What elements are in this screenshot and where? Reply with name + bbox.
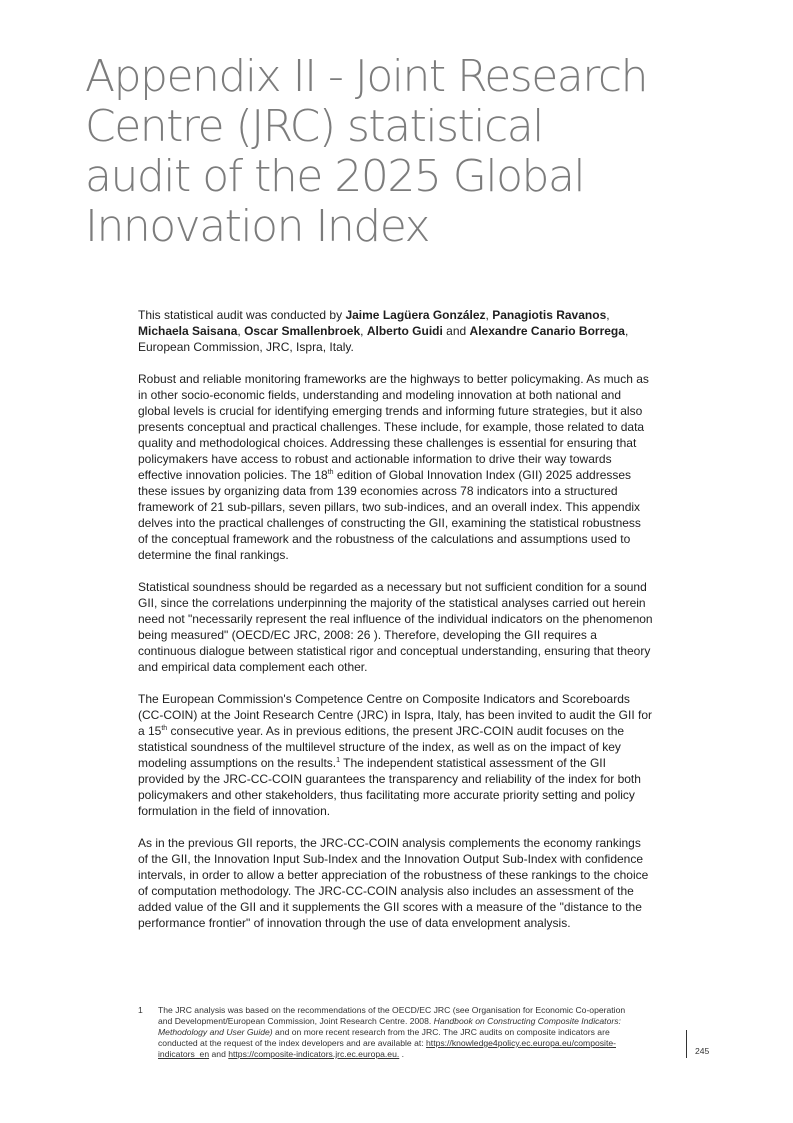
footnote-text [158, 1005, 638, 1060]
page-title [85, 52, 705, 252]
paragraph-text: Robust and reliable monitoring frameworks are the highways to better policymaking. As much as in other socio-economic fields, understanding and modeling innovation at both national and global levels is crucial for identifying emerging trends and informing future strategies, but it also presents conceptual and practical challenges. These include, for example, those related to data quality and methodological choices. Addressing these challenges is essential for ensuring that policymakers have access to robust and actionable information to drive their way towards effective innovation policies. The 18 [138, 372, 649, 482]
paragraph-text: The European Commission's Competence Centre on Composite Indicators and Scoreboards (CC-COIN) at the Joint Research Centre (JRC) in Ispra, Italy, has been invited to audit the GII for a 15 [138, 692, 652, 738]
separator: , [360, 324, 364, 338]
author-name: Jaime Lagüera González [345, 308, 486, 322]
paragraph-text: The independent statistical assessment of the GII provided by the JRC-CC-COIN guarantees the transparency and reliability of the index for both policymakers and other stakeholders, thus facilitating more accurate priority setting and policy formulation in the field of innovation. [138, 756, 641, 818]
footnote-reference[interactable]: 1 [336, 757, 341, 764]
conjunction: and [446, 324, 467, 338]
knowledge4policy-link[interactable]: https://knowledge4policy.ec.europa.eu/composite-indicators_en [158, 1038, 616, 1059]
title-line: Centre (JRC) statistical [85, 101, 543, 152]
footnote-number: 1 [138, 1005, 143, 1015]
footnote-part: and [209, 1049, 229, 1059]
page-number: 245 [695, 1046, 710, 1056]
footnote-part: . [399, 1049, 405, 1059]
body-text [138, 307, 653, 947]
author-name: Alberto Guidi [366, 324, 443, 338]
composite-indicators-link[interactable]: https://composite-indicators.jrc.ec.europa.eu. [228, 1049, 400, 1059]
intro-suffix: , European Commission, JRC, Ispra, Italy. [138, 324, 629, 354]
paragraph: As in the previous GII reports, the JRC-CC-COIN analysis complements the economy rankings of the GII, the Innovation Input Sub-Index and the Innovation Output Sub-Index with confidence intervals, in order to allow a better appreciation of the robustness of these rankings to the choice of computation methodology. The JRC-CC-COIN analysis also includes an assessment of the added value of the GII and it supplements the GII scores with a measure of the "distance to the performance frontier" of innovation through the use of data envelopment analysis. [138, 836, 649, 930]
footnote [138, 1005, 638, 1060]
handbook-title: Handbook on Constructing Composite Indicators: Methodology and User Guide) [158, 1016, 621, 1037]
page-number-divider [686, 1030, 687, 1058]
intro-prefix: This statistical audit was conducted by [138, 308, 343, 322]
footnote-part: The JRC analysis was based on the recommendations of the OECD/EC JRC (see Organisation for Economic Co-operation and Development/European Commission, Joint Research Centre. 2008. [158, 1005, 626, 1026]
separator: , [237, 324, 241, 338]
separator: , [485, 308, 489, 322]
separator: , [606, 308, 610, 322]
paragraph [138, 691, 653, 819]
ordinal-superscript: th [161, 725, 168, 732]
author-name: Oscar Smallenbroek [244, 324, 361, 338]
author-name: Alexandre Canario Borrega [469, 324, 625, 338]
intro-paragraph [138, 307, 653, 355]
author-name: Panagiotis Ravanos [492, 308, 607, 322]
paragraph: Statistical soundness should be regarded as a necessary but not sufficient condition for a sound GII, since the correlations underpinning the majority of the statistical analyses carried out herein need not "necessarily represent the real influence of the individual indicators on the phenomenon being measured" (OECD/EC JRC, 2008: 26 ). Therefore, developing the GII requires a continuous dialogue between statistical rigor and conceptual understanding, ensuring that theory and empirical data complement each other. [138, 580, 653, 674]
footnote-part: and on more recent research from the JRC. The JRC audits on composite indicators are conducted at the request of the index developers and are available at: [158, 1027, 610, 1048]
paragraph-text: edition of Global Innovation Index (GII) 2025 addresses these issues by organizing data from 139 economies across 78 indicators into a structured framework of 21 sub-pillars, seven pillars, two sub-indices, and an overall index. This appendix delves into the practical challenges of constructing the GII, examining the statistical robustness of the conceptual framework and the robustness of the calculations and assumptions used to determine the final rankings. [138, 468, 641, 562]
title-line: audit of the 2025 Global [85, 151, 585, 202]
title-line: Innovation Index [85, 201, 430, 252]
title-line: Appendix II - Joint Research [85, 51, 647, 102]
paragraph [138, 371, 653, 563]
paragraph-text: consecutive year. As in previous editions, the present JRC-COIN audit focuses on the statistical soundness of the multilevel structure of the index, as well as on the impact of key modeling assumptions on the results. [138, 724, 625, 770]
ordinal-superscript: th [327, 469, 334, 476]
author-name: Michaela Saisana [138, 324, 238, 338]
